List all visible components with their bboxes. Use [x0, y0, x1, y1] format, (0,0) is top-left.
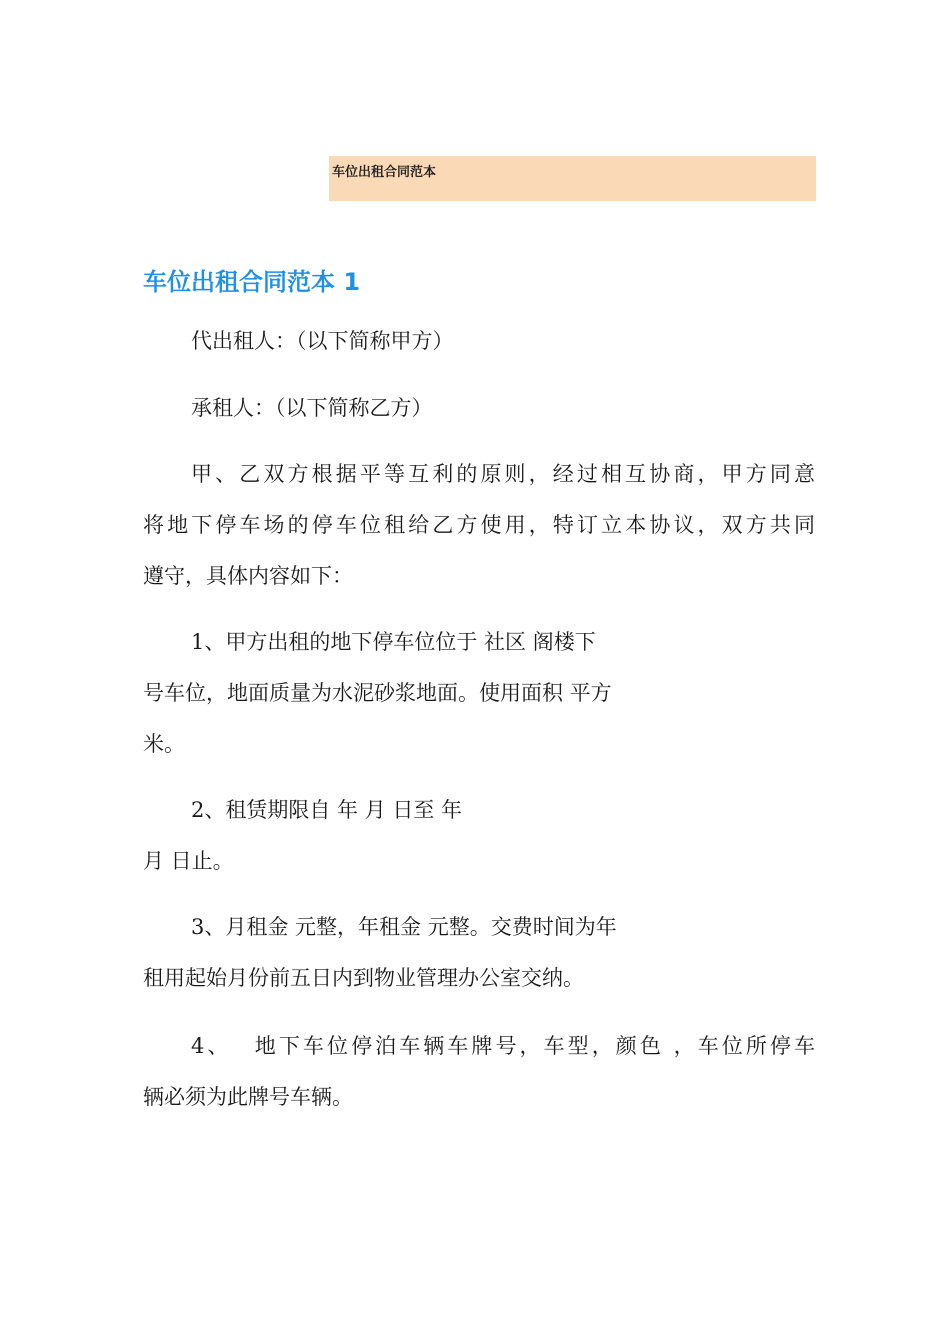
clause-1-line-3: 米。 — [143, 732, 185, 756]
clause-1-line-2: 号车位，地面质量为水泥砂浆地面。使用面积 平方 — [143, 681, 612, 705]
lessee-line: 承租人：（以下简称乙方） — [191, 396, 433, 420]
document-heading: 车位出租合同范本 1 — [143, 268, 361, 296]
clause-4-line-2: 辆必须为此牌号车辆。 — [143, 1085, 353, 1109]
header-banner — [329, 156, 816, 201]
paragraph-intro-line-1: 甲、乙双方根据平等互利的原则，经过相互协商，甲方同意 — [191, 462, 815, 486]
paragraph-intro-line-2: 将地下停车场的停车位租给乙方使用，特订立本协议，双方共同 — [143, 513, 815, 537]
paragraph-intro-line-3: 遵守，具体内容如下： — [143, 564, 353, 588]
clause-4-line-1: 4、 地下车位停泊车辆车牌号，车型，颜色 ，车位所停车 — [191, 1034, 815, 1058]
header-title: 车位出租合同范本 — [332, 165, 437, 180]
lessor-line: 代出租人：（以下简称甲方） — [191, 329, 454, 353]
clause-2-line-2: 月 日止。 — [143, 849, 234, 873]
clause-3-line-2: 租用起始月份前五日内到物业管理办公室交纳。 — [143, 966, 584, 990]
clause-1-line-1: 1、甲方出租的地下停车位位于 社区 阁楼下 — [191, 630, 596, 654]
clause-3-line-1: 3、月租金 元整，年租金 元整。交费时间为年 — [191, 915, 617, 939]
clause-2-line-1: 2、租赁期限自 年 月 日至 年 — [191, 798, 463, 822]
